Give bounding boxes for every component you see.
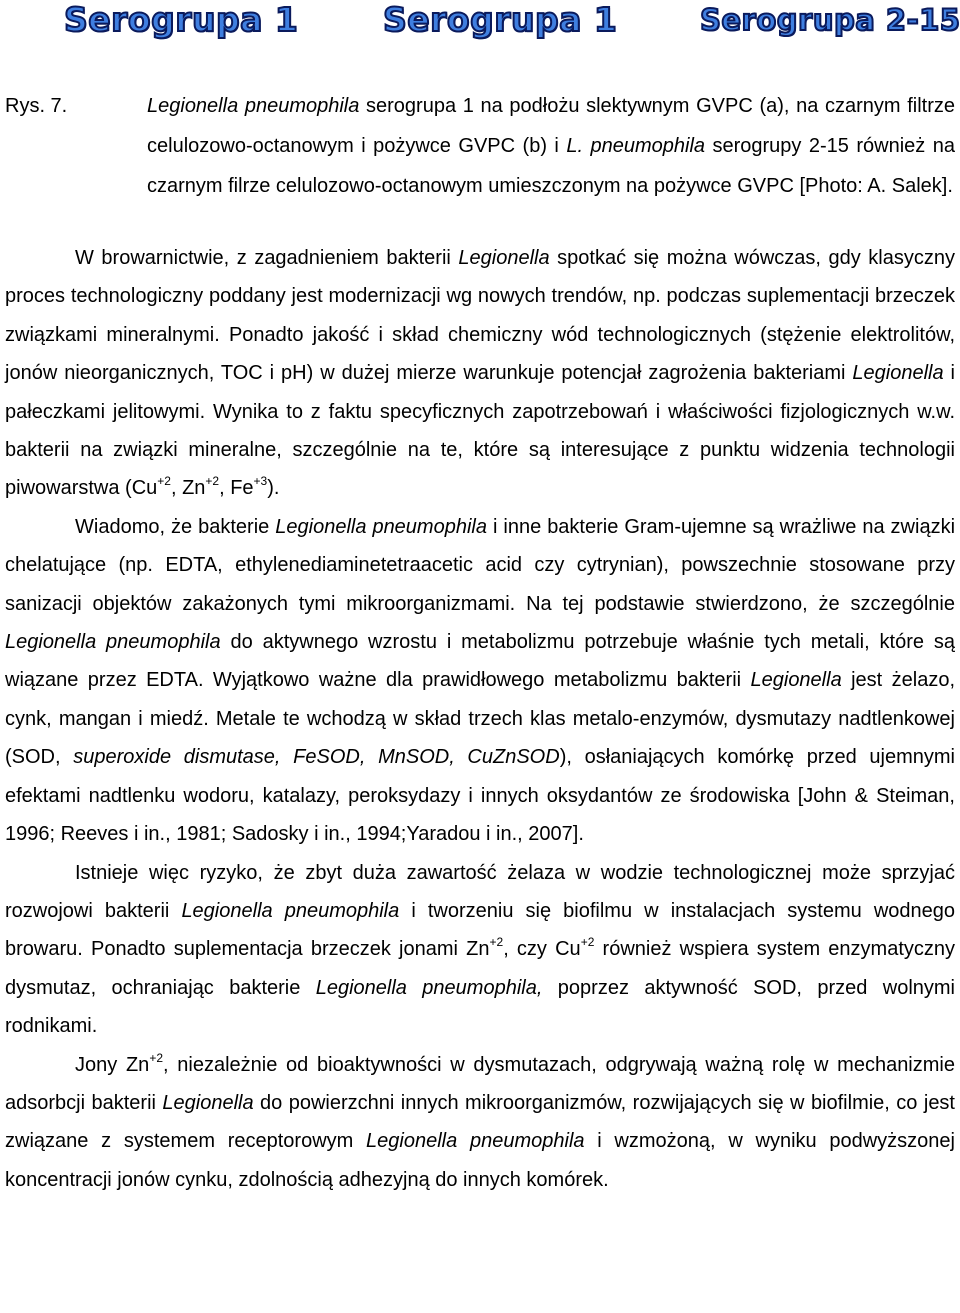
text-segment: do aktywnego wzrostu i metabolizmu potrzebuje właśnie tych metali, które są wiązane przez EDTA. Wyjątkowo ważne dla prawidłowego metabolizmu bakterii: [5, 631, 955, 692]
superscript-charge: +2: [580, 935, 595, 950]
superscript-charge: +2: [157, 474, 171, 489]
paragraph-4: [5, 1046, 955, 1200]
text-segment: i pałeczkami jelitowymi. Wynika to z faktu specyficznych zapotrzebowań i właściwości fizjologicznych w.w. bakterii na związki mineralne, szczególnie na te, które są interesujące z punktu widzenia technologii piwowarstwa (Cu: [5, 362, 955, 500]
text-segment: i wzmożoną, w wyniku podwyższonej koncentracji jonów cynku, zdolnością adhezyjną do innych komórek.: [5, 1130, 955, 1191]
caption-species-name: Legionella pneumophila: [147, 95, 360, 117]
figure-label-a: Serogrupa 1: [64, 0, 299, 39]
figure-number: Rys. 7.: [5, 95, 68, 117]
text-segment: , Zn: [170, 477, 206, 500]
text-segment: , niezależnie od bioaktywności w dysmutazach, odgrywają ważną rolę w mechanizmie adsorbcji bakterii: [5, 1053, 955, 1114]
superscript-charge: +2: [149, 1050, 163, 1065]
superscript-charge: +2: [489, 935, 504, 950]
figure-label-c: Serogrupa 2-15: [700, 3, 960, 37]
text-segment: Jony Zn: [75, 1053, 150, 1076]
document-body: [5, 239, 955, 1199]
paragraph-1: [5, 239, 955, 508]
text-segment: Wiadomo, że bakterie: [75, 515, 276, 538]
paragraph-2: [5, 508, 955, 854]
figure-caption: [5, 86, 955, 206]
text-segment: spotkać się można wówczas, gdy klasyczny proces technologiczny poddany jest modernizacji wg nowych trendów, np. podczas suplementacji brzeczek związkami mineralnymi. Ponadto jakość i skład chemiczny wód technologicznych (stężenie elektrolitów, jonów nieorganicznych, TOC i pH) w dużej mierze warunkuje potencjał zagrożenia bakteriami: [5, 247, 955, 385]
species-name: Legionella pneumophila: [181, 899, 400, 922]
paragraph-3: [5, 854, 955, 1046]
species-name: Legionella: [750, 669, 842, 692]
species-name: Legionella pneumophila: [366, 1130, 585, 1153]
species-name: Legionella: [458, 247, 550, 269]
text-segment: jest żelazo, cynk, mangan i miedź. Metale te wchodzą w skład trzech klas metalo-enzymów, dysmutazy nadtlenkowej (SOD,: [5, 669, 956, 769]
figure-caption-text: [147, 86, 955, 206]
text-segment: , Fe: [219, 477, 254, 500]
species-name: Legionella: [162, 1091, 254, 1114]
text-segment: ).: [267, 477, 280, 500]
text-segment: W browarnictwie, z zagadnieniem bakterii: [75, 247, 459, 269]
caption-species-abbrev: L. pneumophila: [566, 135, 706, 157]
superscript-charge: +2: [205, 474, 220, 489]
species-name: Legionella: [852, 362, 944, 385]
text-segment: i inne bakterie Gram-ujemne są wrażliwe na związki chelatujące (np. EDTA, ethylenediaminetetraacetic acid czy cytrynian), powszechnie stosowane przy sanizacji objektów zakażonych tymi mikroorganizmami. Na tej podstawie stwierdzono, że szczególnie: [5, 515, 956, 615]
text-segment: , czy Cu: [503, 938, 581, 961]
text-segment: poprzez aktywność SOD, przed wolnymi rodnikami.: [5, 976, 956, 1038]
species-name: Legionella pneumophila: [5, 631, 221, 654]
text-segment: i tworzeniu się biofilmu w instalacjach systemu wodnego browaru. Ponadto suplementacja brzeczek jonami Zn: [5, 899, 955, 961]
text-segment: również wspiera system enzymatyczny dysmutaz, ochraniając bakterie: [5, 938, 955, 999]
enzyme-names: superoxide dismutase, FeSOD, MnSOD, CuZnSOD: [73, 746, 560, 769]
caption-text-segment: serogrupa 1 na podłożu slektywnym GVPC (a), na czarnym filtrze celulozowo-octanowym i pożywce GVPC (b) i: [147, 95, 955, 157]
superscript-charge: +3: [253, 474, 268, 489]
species-name: Legionella pneumophila: [275, 515, 487, 538]
caption-text-segment: serogrupy 2-15 również na czarnym filrze celulozowo-octanowym umieszczonym na pożywce GVPC [Photo: A. Salek].: [147, 135, 955, 197]
species-name: Legionella pneumophila,: [315, 976, 543, 999]
text-segment: Istnieje więc ryzyko, że zbyt duża zawartość żelaza w wodzie technologicznej może sprzyjać rozwojowi bakterii: [5, 861, 955, 922]
text-segment: ), osłaniających komórkę przed ujemnymi efektami nadtlenku wodoru, katalazy, peroksydazy i innych oksydantów ze środowiska [John & Steiman, 1996; Reeves i in., 1981; Sadosky i in., 1994;Yaradou i in., 2007].: [5, 746, 955, 846]
text-segment: do powierzchni innych mikroorganizmów, rozwijających się w biofilmie, co jest związane z systemem receptorowym: [5, 1091, 955, 1153]
figure-label-b: Serogrupa 1: [383, 0, 618, 39]
figure-labels-banner: [0, 0, 960, 46]
